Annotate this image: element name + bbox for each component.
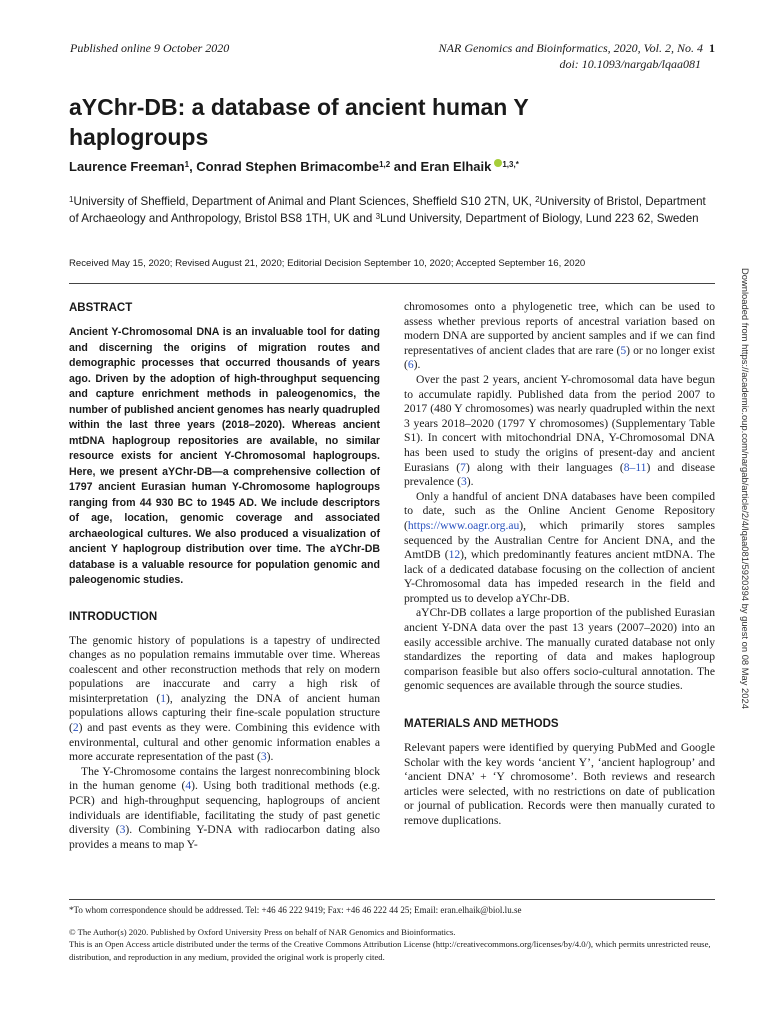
author-list	[69, 158, 709, 176]
methods-heading: MATERIALS AND METHODS	[404, 718, 559, 731]
author-affiliation-mark: 1	[184, 160, 190, 169]
copyright-line: © The Author(s) 2020. Published by Oxford University Press on behalf of NAR Genomics and Bioinformatics.	[69, 927, 456, 937]
affiliation-text: Lund University, Department of Biology, Lund 223 62, Sweden	[380, 212, 699, 225]
download-watermark-text: Downloaded from https://academic.oup.com/nargab/article/2/4/lqaa081/5920394 by guest on 08 May 2024	[740, 268, 751, 709]
introduction-heading: INTRODUCTION	[69, 610, 158, 623]
footnote-divider	[69, 899, 715, 900]
citation-link[interactable]: 3	[119, 823, 126, 837]
body-paragraph: aYChr-DB collates a large proportion of the published Eurasian ancient Y-DNA data over the past 13 years (2007–2020) into an easily accessible archive. The manually curated database not only standardizes the reporting of data and makes haplogroup comparison feasible but also offers socio-cultural annotation. The genomic sequences are available through the source studies.	[404, 606, 715, 693]
citation-link[interactable]: 2	[72, 721, 79, 735]
citation-link[interactable]: 8–11	[623, 460, 647, 474]
citation-link[interactable]: 7	[460, 460, 466, 474]
published-date: Published online 9 October 2020	[70, 41, 230, 55]
affiliation-text: University of Sheffield, Department of Animal and Plant Sciences, Sheffield S10 2TN, UK,	[73, 195, 536, 208]
author-name[interactable]: Laurence Freeman	[69, 159, 185, 174]
header-divider	[69, 283, 715, 284]
body-paragraph: Over the past 2 years, ancient Y-chromosomal data have begun to accumulate rapidly. Published data from the period 2007 to 2017 (480 Y chromosomes) was nearly quadrupled within the next 3 years 2018–2020 (1797 Y chromosomes) (Supplementary Table S1). In concert with mitochondrial DNA, Y-Chromosomal DNA has been used to study the origins of present-day and ancient Eurasians (7) along with their languages (8–11) and disease prevalence (3).	[404, 372, 715, 489]
citation-link[interactable]: 3	[260, 750, 267, 764]
affiliation-mark: 3	[375, 212, 381, 221]
abstract-heading: ABSTRACT	[69, 302, 133, 314]
body-paragraph: Only a handful of ancient DNA databases have been compiled to date, such as the Online Ancient Genome Repository (https://www.oagr.org.au), which primarily stores samples sequenced by the Australian Centre for Ancient DNA, and the AmtDB (12), which predominantly features ancient mtDNA. The lack of a dedicated database focusing on the collection of ancient Y-Chromosomal data has impeded research in the field and prompted us to develop aYChr-DB.	[404, 489, 715, 605]
intro-paragraph: The genomic history of populations is a tapestry of undirected changes as no population remains immutable over time. Whereas coalescent and other reconstruction methods that rely on modern populations are inaccurate and carry a high risk of misinterpretation (1), analyzing the DNA of ancient human populations allows capturing their fine-scale population structure (2) and past events as they were. Combining this evidence with environmental, cultural and other genomic information enables a more accurate representation of the past (3).	[69, 633, 381, 764]
affiliation-text: University of Bristol, Department of Archaeology and Anthropology, Bristol BS8 1TH, UK and	[69, 195, 706, 225]
citation-link[interactable]: 4	[185, 779, 192, 793]
citation-link[interactable]: 5	[620, 343, 627, 357]
journal-citation	[439, 40, 715, 72]
copyright-notice	[69, 926, 719, 963]
page-number: 1	[709, 41, 715, 55]
affiliations	[69, 193, 714, 227]
author-conjunction: and	[390, 159, 421, 174]
author-affiliation-mark: 1,3,*	[502, 160, 519, 169]
author-affiliation-mark: 1,2	[379, 160, 391, 169]
oagr-url-link[interactable]: https://www.oagr.org.au	[407, 518, 520, 532]
methods-paragraph: Relevant papers were identified by querying PubMed and Google Scholar with the key words ‘ancient Y’, ‘ancient haplogroup’ and ‘ancient DNA’ + ‘Y chromosome’. Both reviews and research articles were selected, with no restrictions on date of publication or journal of publication. Records were then manually curated to remove duplications.	[404, 741, 715, 827]
journal-name: NAR Genomics and Bioinformatics, 2020, Vol. 2, No. 4	[438, 41, 703, 55]
citation-link[interactable]: 1	[160, 691, 167, 705]
received-dates: Received May 15, 2020; Revised August 21, 2020; Editorial Decision September 10, 2020; Accepted September 16, 2020	[69, 258, 586, 269]
doi[interactable]: doi: 10.1093/nargab/lqaa081	[559, 57, 701, 71]
author-name[interactable]: Conrad Stephen Brimacombe	[196, 159, 380, 174]
right-column	[404, 300, 715, 829]
intro-paragraph: The Y-Chromosome contains the largest nonrecombining block in the human genome (4). Using both traditional methods (e.g. PCR) and high-throughput sequencing, haplogroups of ancient individuals are identifiable, facilitating the study of past genetic diversity (3). Combining Y-DNA with radiocarbon dating also provides a means to map Y-	[69, 764, 380, 851]
author-separator: ,	[189, 159, 197, 174]
affiliation-mark: 2	[535, 195, 540, 204]
citation-link[interactable]: 3	[460, 475, 467, 489]
left-column	[69, 300, 380, 852]
affiliation-mark: 1	[69, 195, 74, 204]
correspondence-footnote: *To whom correspondence should be addressed. Tel: +46 46 222 9419; Fax: +46 46 222 44 25; Email: eran.elhaik@biol.lu.se	[69, 905, 522, 915]
paper-title: aYChr-DB: a database of ancient human Y haplogroups	[69, 94, 529, 150]
license-text: This is an Open Access article distributed under the terms of the Creative Commons Attribution License (http://creativecommons.org/licenses/by/4.0/), which permits unrestricted reuse, distribution, and reproduction in any medium, provided the original work is properly cited.	[69, 939, 711, 962]
abstract-text: Ancient Y-Chromosomal DNA is an invaluable tool for dating and discerning the origins of migration routes and demographic processes that occurred thousands of years ago. Driven by the adoption of high-throughput sequencing and capture enrichment methods in paleogenomics, the number of published ancient genomes has nearly quadrupled within the last three years (2018–2020). Whereas ancient mtDNA haplogroup repositories are available, no similar resource exists for ancient Y-Chromosomal haplogroups. Here, we present aYChr-DB—a comprehensive collection of 1797 ancient Eurasian human Y-Chromosome haplogroups ranging from 44 930 BC to 1945 AD. We include descriptors of age, location, genomic coverage and associated archaeological cultures. We also produced a visualization of ancient Y haplogroup distribution over time. The aYChr-DB database is a valuable resource for population genomic and paleogenomic studies.	[69, 326, 380, 586]
citation-link[interactable]: 6	[407, 358, 414, 372]
download-watermark	[740, 268, 752, 1008]
body-paragraph: chromosomes onto a phylogenetic tree, which can be used to assess whether previous reports of ancestral variation based on modern DNA are supported by ancient samples and if we can find representatives of ancient clades that are rare (5) or no longer exist (6).	[404, 300, 715, 372]
citation-link[interactable]: 12	[448, 548, 461, 562]
author-name[interactable]: Eran Elhaik	[420, 159, 492, 174]
